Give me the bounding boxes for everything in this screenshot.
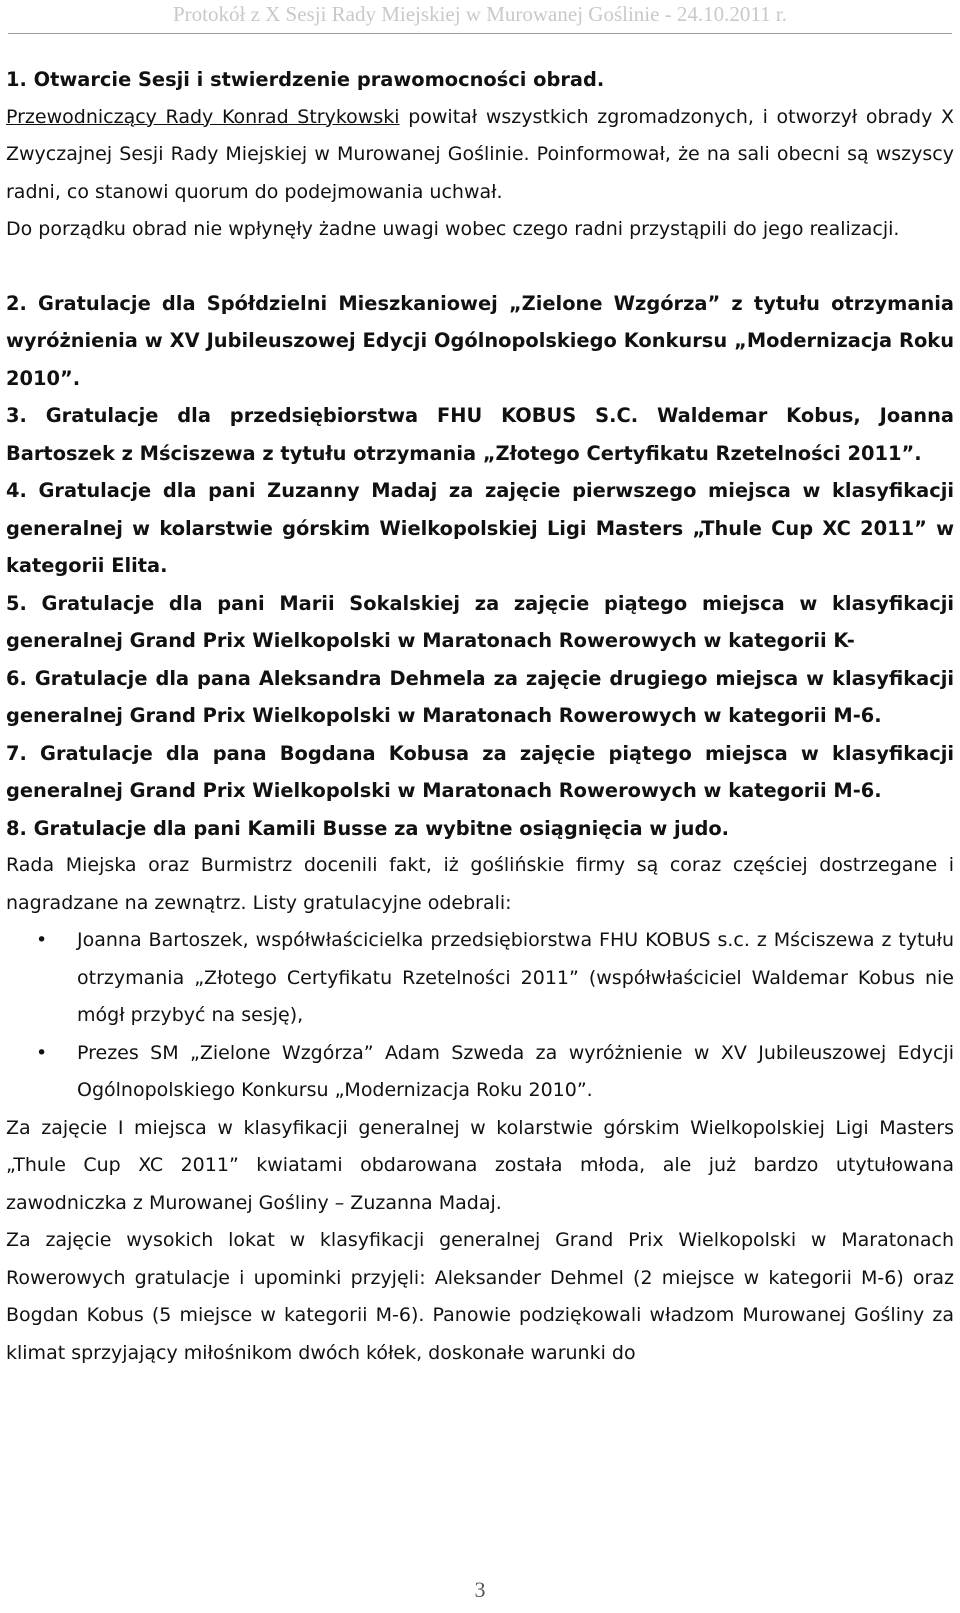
agenda-item-5: 5. Gratulacje dla pani Marii Sokalskiej za zajęcie piątego miejsca w klasyfikacji generalnej Grand Prix Wielkopolski w Maratonach Rowerowych w kategorii K- <box>6 591 954 652</box>
agenda-item-3: 3. Gratulacje dla przedsiębiorstwa FHU KOBUS S.C. Waldemar Kobus, Joanna Bartoszek z Mściszewa z tytułu otrzymania „Złotego Certyfikatu Rzetelności 2011”. <box>6 404 954 465</box>
section-gap <box>6 249 954 285</box>
section1-paragraph-text: powitał wszystkich zgromadzonych, i otworzył obrady X Zwyczajnej Sesji Rady Miejskiej w Murowanej Goślinie. Poinformował, że na sali obecni są wszyscy radni, co stanowi quorum do podejmowania uchwał. <box>6 105 954 203</box>
agenda-item-7: 7. Gratulacje dla pana Bogdana Kobusa za zajęcie piątego miejsca w klasyfikacji generalnej Grand Prix Wielkopolski w Maratonach Rowerowych w kategorii M-6. <box>6 741 954 802</box>
agenda-item-6: 6. Gratulacje dla pana Aleksandra Dehmela za zajęcie drugiego miejsca w klasyfikacji generalnej Grand Prix Wielkopolski w Maratonach Rowerowych w kategorii M-6. <box>6 666 954 727</box>
bullet-icon: • <box>36 1041 48 1064</box>
list-item-text: Joanna Bartoszek, współwłaścicielka przedsiębiorstwa FHU KOBUS s.c. z Mściszewa z tytułu otrzymania „Złotego Certyfikatu Rzetelności 2011” (współwłaściciel Waldemar Kobus nie mógł przybyć na sesję), <box>77 929 954 1026</box>
section-heading-1: 1. Otwarcie Sesji i stwierdzenie prawomocności obrad. <box>6 68 605 91</box>
chairman-name-link[interactable]: Przewodniczący Rady Konrad Strykowski <box>6 105 400 128</box>
congratulations-paragraph: Rada Miejska oraz Burmistrz docenili fakt, iż goślińskie firmy są coraz częściej dostrzegane i nagradzane na zewnątrz. Listy gratulacyjne odebrali: <box>6 854 954 914</box>
list-item-text: Prezes SM „Zielone Wzgórza” Adam Szweda za wyróżnienie w XV Jubileuszowej Edycji Ogólnopolskiego Konkursu „Modernizacja Roku 2010”. <box>77 1041 954 1101</box>
agenda-item-2: 2. Gratulacje dla Spółdzielni Mieszkaniowej „Zielone Wzgórza” z tytułu otrzymania wyróżnienia w XV Jubileuszowej Edycji Ogólnopolskiego Konkursu „Modernizacja Roku 2010”. <box>6 291 954 390</box>
list-item <box>6 922 954 1035</box>
cycling-paragraph: Za zajęcie wysokich lokat w klasyfikacji generalnej Grand Prix Wielkopolski w Maratonach Rowerowych gratulacje i upominki przyjęli: Aleksander Dehmel (2 miejsce w kategorii M-6) oraz Bogdan Kobus (5 miejsce w kategorii M-6). Panowie podziękowali władzom Murowanej Gośliny za klimat sprzyjający miłośnikom dwóch kółek, doskonałe warunki do <box>6 1229 954 1364</box>
bullet-icon: • <box>36 929 48 951</box>
document-body <box>6 61 954 1372</box>
agenda-item-4: 4. Gratulacje dla pani Zuzanny Madaj za zajęcie pierwszego miejsca w klasyfikacji generalnej w kolarstwie górskim Wielkopolskiej Ligi Masters „Thule Cup XC 2011” w kategorii Elita. <box>6 479 954 577</box>
agenda-item-8: 8. Gratulacje dla pani Kamili Busse za wybitne osiągnięcia w judo. <box>6 816 730 840</box>
header-divider <box>8 33 952 34</box>
page-header-title: Protokół z X Sesji Rady Miejskiej w Murowanej Goślinie - 24.10.2011 r. <box>172 2 787 26</box>
section1-paragraph <box>6 99 954 212</box>
page-number: 3 <box>474 1577 486 1602</box>
madaj-paragraph: Za zajęcie I miejsca w klasyfikacji generalnej w kolarstwie górskim Wielkopolskiej Ligi Masters „Thule Cup XC 2011” kwiatami obdarowana została młoda, ale już bardzo utytułowana zawodniczka z Murowanej Gośliny – Zuzanna Madaj. <box>6 1116 954 1214</box>
recipients-list <box>6 922 954 1110</box>
list-item <box>6 1035 954 1110</box>
agenda-paragraph: Do porządku obrad nie wpłynęły żadne uwagi wobec czego radni przystąpili do jego realizacji. <box>6 218 900 240</box>
